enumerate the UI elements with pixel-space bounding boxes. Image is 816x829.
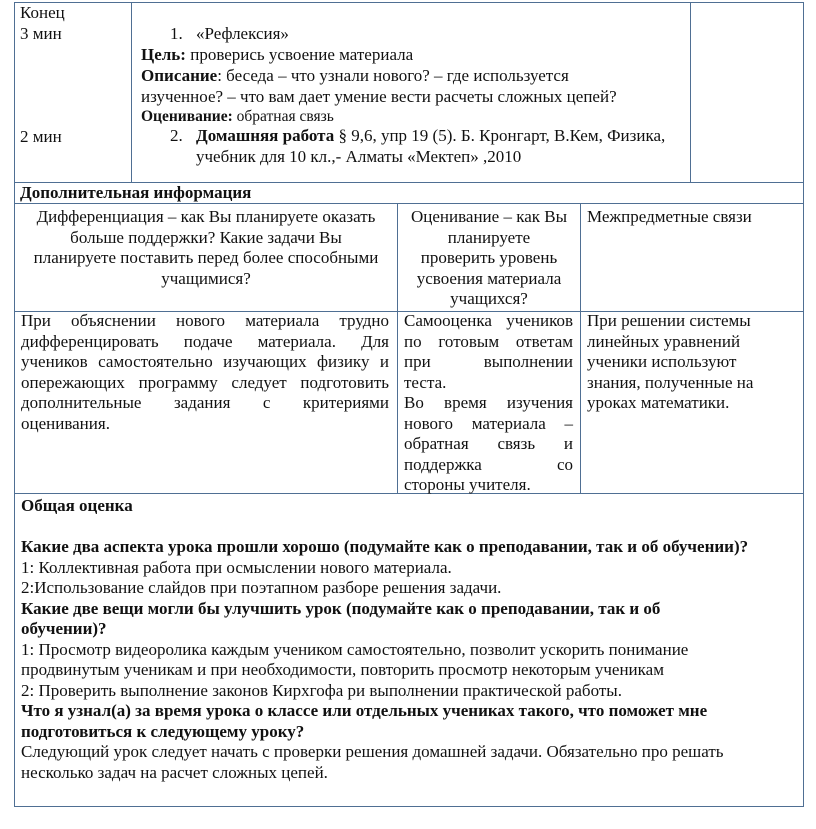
extra-info-title: Дополнительная информация: [20, 183, 252, 202]
assessment-cell: [404, 311, 573, 496]
differentiation-header-line: больше поддержки? Какие задачи Вы: [70, 227, 342, 247]
question-3-line-2: подготовиться к следующему уроку?: [21, 721, 305, 741]
differentiation-header-line: Дифференциация – как Вы планируете оказать: [36, 207, 376, 226]
cross-curricular-line: линейных уравнений: [587, 331, 741, 351]
differentiation-line: учеников самостоятельно изучающих физику и: [21, 352, 389, 371]
item-1-title: «Рефлексия»: [196, 24, 289, 43]
assessment-line: поддержка со: [404, 454, 573, 474]
differentiation-line: оценивания.: [21, 413, 110, 433]
cross-curricular-line: знания, полученные на: [587, 372, 754, 392]
assessment-line: Во время изучения: [404, 393, 573, 412]
assessment-line: обратная связь и: [404, 434, 573, 453]
goal-line: [141, 45, 413, 66]
homework-line-2: учебник для 10 кл.,- Алматы «Мектеп» ,2010: [196, 147, 522, 166]
question-2-line-2: обучении)?: [21, 619, 107, 638]
assessment-line: Самооценка учеников: [404, 311, 573, 330]
homework-line-1: [196, 126, 665, 147]
blank-line: [21, 517, 801, 538]
assessment-header-line: учащихся?: [450, 289, 528, 308]
col-divider-top-2: [690, 2, 691, 182]
answer-3-line-2: несколько задач на расчет сложных цепей.: [21, 762, 328, 782]
answer-1-1: 1: Коллективная работа при осмыслении нового материала.: [21, 557, 452, 577]
assessment-header-line: Оценивание – как Вы: [410, 207, 568, 226]
overall-title: Общая оценка: [21, 496, 133, 515]
differentiation-header-line: учащимися?: [161, 268, 251, 288]
answer-3-line-1: Следующий урок следует начать с проверки решения домашней задачи. Обязательно про решать: [21, 742, 724, 761]
assessment-line: по готовым ответам: [404, 331, 573, 351]
col-divider-top-1: [131, 2, 132, 182]
item-2-number: 2.: [170, 126, 183, 145]
cross-curricular-line: ученики используют: [587, 352, 737, 371]
time-label-2min: 2 мин: [20, 127, 62, 146]
answer-2-2: 2: Проверить выполнение законов Кирхгофа ри выполнении практической работы.: [21, 680, 622, 700]
evaluation-label: Оценивание:: [141, 108, 233, 125]
differentiation-header: [16, 207, 396, 289]
evaluation-text: обратная связь: [232, 108, 334, 125]
assessment-header: [398, 207, 580, 310]
description-line-2: изученное? – что вам дает умение вести расчеты сложных цепей?: [141, 87, 617, 106]
assessment-header-line: планируете: [447, 227, 531, 247]
differentiation-line: опережающих программу следует подготовить: [21, 372, 389, 392]
differentiation-cell: [21, 311, 389, 434]
time-label-3min: 3 мин: [20, 24, 62, 43]
description-line-1: [141, 66, 569, 87]
differentiation-line: При объяснении нового материала трудно: [21, 311, 389, 330]
answer-1-2: 2:Использование слайдов при поэтапном разборе решения задачи.: [21, 578, 502, 597]
homework-text-1: § 9,6, упр 19 (5). Б. Кронгарт, В.Кем, Физика,: [334, 126, 666, 145]
col-divider-mid-2: [580, 203, 581, 493]
cross-curricular-line: уроках математики.: [587, 393, 730, 412]
cross-curricular-line: При решении системы: [587, 311, 751, 330]
assessment-line: при выполнении: [404, 352, 573, 371]
evaluation-line: [141, 107, 334, 128]
answer-2-1-line-2: продвинутым ученикам и при необходимости, повторить просмотр некоторым ученикам: [21, 660, 664, 679]
goal-text: проверись усвоение материала: [185, 45, 414, 64]
assessment-header-line: усвоения материала: [416, 268, 562, 288]
assessment-line: теста.: [404, 372, 447, 392]
overall-section: [21, 496, 801, 783]
assessment-header-line: проверить уровень: [420, 248, 558, 267]
answer-2-1-line-1: 1: Просмотр видеоролика каждым учеником самостоятельно, позволит ускорить понимание: [21, 639, 689, 659]
question-1: Какие два аспекта урока прошли хорошо (подумайте как о преподавании, так и об обучении)?: [21, 537, 749, 556]
assessment-line: стороны учителя.: [404, 475, 531, 494]
differentiation-line: дифференцировать подаче материала. Для: [21, 331, 389, 351]
question-2-line-1: Какие две вещи могли бы улучшить урок (подумайте как о преподавании, так и об: [21, 598, 661, 618]
time-label-end: Конец: [20, 3, 65, 22]
differentiation-header-line: планируете поставить перед более способными: [33, 248, 379, 267]
assessment-line: нового материала –: [404, 413, 573, 433]
item-1-number: 1.: [170, 24, 183, 43]
differentiation-line: дополнительные задания с критериями: [21, 393, 389, 412]
goal-label: Цель:: [141, 45, 186, 64]
description-label: Описание: [141, 66, 218, 85]
cross-curricular-cell: [587, 311, 797, 414]
description-text-1: : беседа – что узнали нового? – где используется: [217, 66, 569, 85]
cross-curricular-header: Межпредметные связи: [587, 207, 752, 226]
homework-label: Домашняя работа: [196, 126, 335, 145]
question-3-line-1: Что я узнал(а) за время урока о классе или отдельных учениках такого, что поможет мне: [21, 701, 708, 720]
